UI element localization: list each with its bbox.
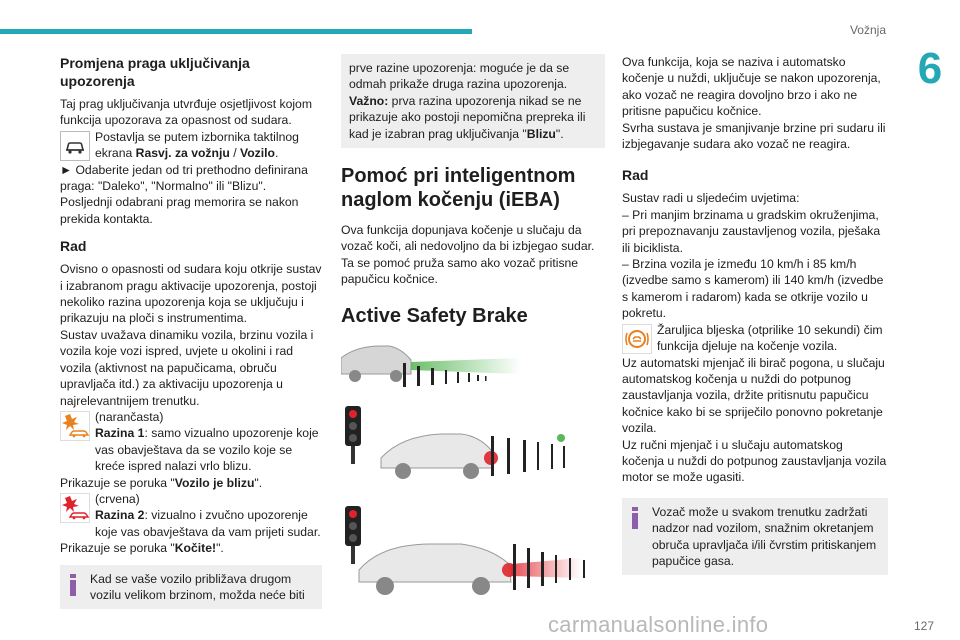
info-box	[622, 498, 888, 576]
paragraph: Ova funkcija dopunjava kočenje u slučaju da vozač koči, ali nedovoljno da bi izbjegao sudar. Ta se pomoć pruža samo ako vozač pritisne papučicu kočnice.	[341, 223, 595, 287]
paragraph: Posljednji odabrani prag memorira se nakon prekida kontakta.	[60, 195, 299, 226]
paragraph: ► Odaberite jedan od tri prethodno definirana praga: "Daleko", "Normalno" ili "Blizu".	[60, 162, 308, 194]
column-1	[60, 54, 322, 609]
info-icon	[631, 507, 639, 529]
info-box-continued	[341, 54, 605, 148]
active-safety-brake-illustration	[341, 338, 605, 618]
level-2-message	[60, 540, 322, 556]
level-1-message	[60, 475, 322, 491]
paragraph: – Pri manjim brzinama u gradskim okruženjima, pri prepoznavanju zaustavljenog vozila, pješaka ili biciklista.	[622, 207, 881, 255]
warning-level-2-row	[60, 491, 322, 540]
info-icon	[69, 574, 77, 596]
info-text: Kad se vaše vozilo približava drugom vozilu velikom brzinom, možda neće biti	[90, 571, 305, 602]
page-number: 127	[913, 619, 934, 633]
level-2-color: (crvena)	[95, 491, 140, 506]
note-bold: Blizu	[526, 126, 556, 141]
paragraph: Taj prag uključivanja utvrđuje osjetljivost kojom funkcija upozorava za opasnost od sudara.	[60, 97, 312, 128]
msg-pre: Prikazuje se poruka "	[60, 541, 175, 556]
warning-lamp-row	[622, 322, 888, 355]
warning-level-1-row	[60, 409, 322, 475]
car-settings-icon	[60, 131, 90, 161]
heading-operation: Rad	[622, 167, 649, 184]
level-1-color: (narančasta)	[95, 409, 164, 424]
section-title: Vožnja	[849, 23, 886, 37]
scene-1-car-detecting	[341, 346, 521, 387]
paragraph: – Brzina vozila je između 10 km/h i 85 km/h (izvedbe samo s kamerom) ili 140 km/h (izvedbe s kamerom i radarom) kada se otkrije vozilo u pokretu.	[622, 257, 884, 321]
collision-red-icon	[60, 493, 90, 523]
msg-bold: Kočite!	[174, 541, 217, 556]
msg-post: ".	[254, 475, 263, 490]
menu-path-end: .	[274, 146, 279, 161]
brake-warning-lamp-icon	[622, 324, 652, 354]
level-1-label: Razina 1	[95, 426, 145, 441]
chapter-number: 6	[917, 44, 943, 93]
info-text: Vozač može u svakom trenutku zadržati nadzor nad vozilom, snažnim okretanjem obruča upravljača i/ili čvrstim pritiskanjem papučice gasa.	[652, 504, 877, 568]
info-box	[60, 565, 322, 610]
scene-2-traffic-light-car	[345, 406, 565, 479]
info-text-cont: prve razine upozorenja: moguće je da se odmah prikaže druga razina upozorenja.	[349, 61, 570, 92]
paragraph: Uz ručni mjenjač i u slučaju automatskog kočenja u nuždi do potpunog zaustavljanja vozila motor se može ugasiti.	[622, 437, 887, 485]
level-1-desc: : samo vizualno upozorenje koje vas obavještava da se vozilo koje se kreće ispred nalazi vrlo blizu.	[95, 426, 319, 474]
column-2	[341, 54, 605, 618]
menu-path-sep: /	[229, 146, 240, 161]
paragraph: Ova funkcija, koja se naziva i automatsko kočenje u nuždi, uključuje se nakon upozorenja, ako vozač ne reagira dovoljno brzo i ako ne pritisne papučicu kočnice.	[622, 55, 881, 119]
menu-path-1: Rasvj. za vožnju	[135, 146, 230, 161]
note-label: Važno:	[349, 93, 389, 108]
header-accent-bar	[0, 29, 472, 34]
paragraph: Uz automatski mjenjač ili birač pogona, u slučaju automatskog kočenja u nuždi do potpunog zaustavljanja vozila, držite pritisnutu papučicu kočnice kako bi se spriječilo ponovno pokretanje vozila.	[622, 355, 885, 436]
level-2-label: Razina 2	[95, 508, 145, 523]
level-2-desc: : vizualno i zvučno upozorenje koje vas obavještava da vam prijeti sudar.	[95, 508, 321, 539]
msg-pre: Prikazuje se poruka "	[60, 475, 175, 490]
paragraph: Sustav radi u sljedećim uvjetima:	[622, 191, 800, 206]
heading-threshold: Promjena praga uključivanja upozorenja	[60, 55, 250, 89]
info-note	[349, 93, 597, 142]
msg-post: ".	[216, 541, 224, 556]
lamp-text: Žaruljica bljeska (otprilike 10 sekundi) čim funkcija djeluje na kočenje vozila.	[657, 322, 883, 354]
paragraph: Ovisno o opasnosti od sudara koju otkrije sustav i izabranom pragu aktivacije upozorenja, postoji nekoliko razina upozorenja koja se uključuju i prikazuju na ploči s instrumentima.	[60, 262, 322, 326]
scene-3-braking-car	[345, 506, 585, 595]
paragraph: Svrha sustava je smanjivanje brzine pri sudaru ili izbjegavanje sudara ako vozač ne reagira.	[622, 120, 886, 152]
paragraph: Sustav uvažava dinamiku vozila, brzinu vozila i vozila koje vozi ispred, uvjete u okolini i rad vozila (aktivnost na papučicama, obruču upravljača itd.) za aktivaciju upozorenja u najrelevantnijem trenutku.	[60, 327, 314, 408]
menu-path-2: Vozilo	[239, 146, 275, 161]
heading-ieba: Pomoć pri inteligentnom naglom kočenju (iEBA)	[341, 165, 576, 212]
heading-operation: Rad	[60, 238, 87, 255]
column-3	[622, 54, 888, 575]
note-text: prva razina upozorenja nikad se ne prikazuje ako postoji nepomična prepreka ili kad je izabran prag uključivanja "	[349, 93, 586, 141]
note-end: ".	[555, 126, 564, 141]
heading-active-safety-brake: Active Safety Brake	[341, 304, 528, 327]
touchscreen-setting-row	[60, 129, 322, 162]
icon-text-pre: Postavlja se putem izbornika taktilnog ekrana	[95, 129, 299, 161]
watermark: carmanualsonline.info	[548, 612, 769, 637]
collision-orange-icon	[60, 411, 90, 441]
msg-bold: Vozilo je blizu	[174, 475, 255, 490]
